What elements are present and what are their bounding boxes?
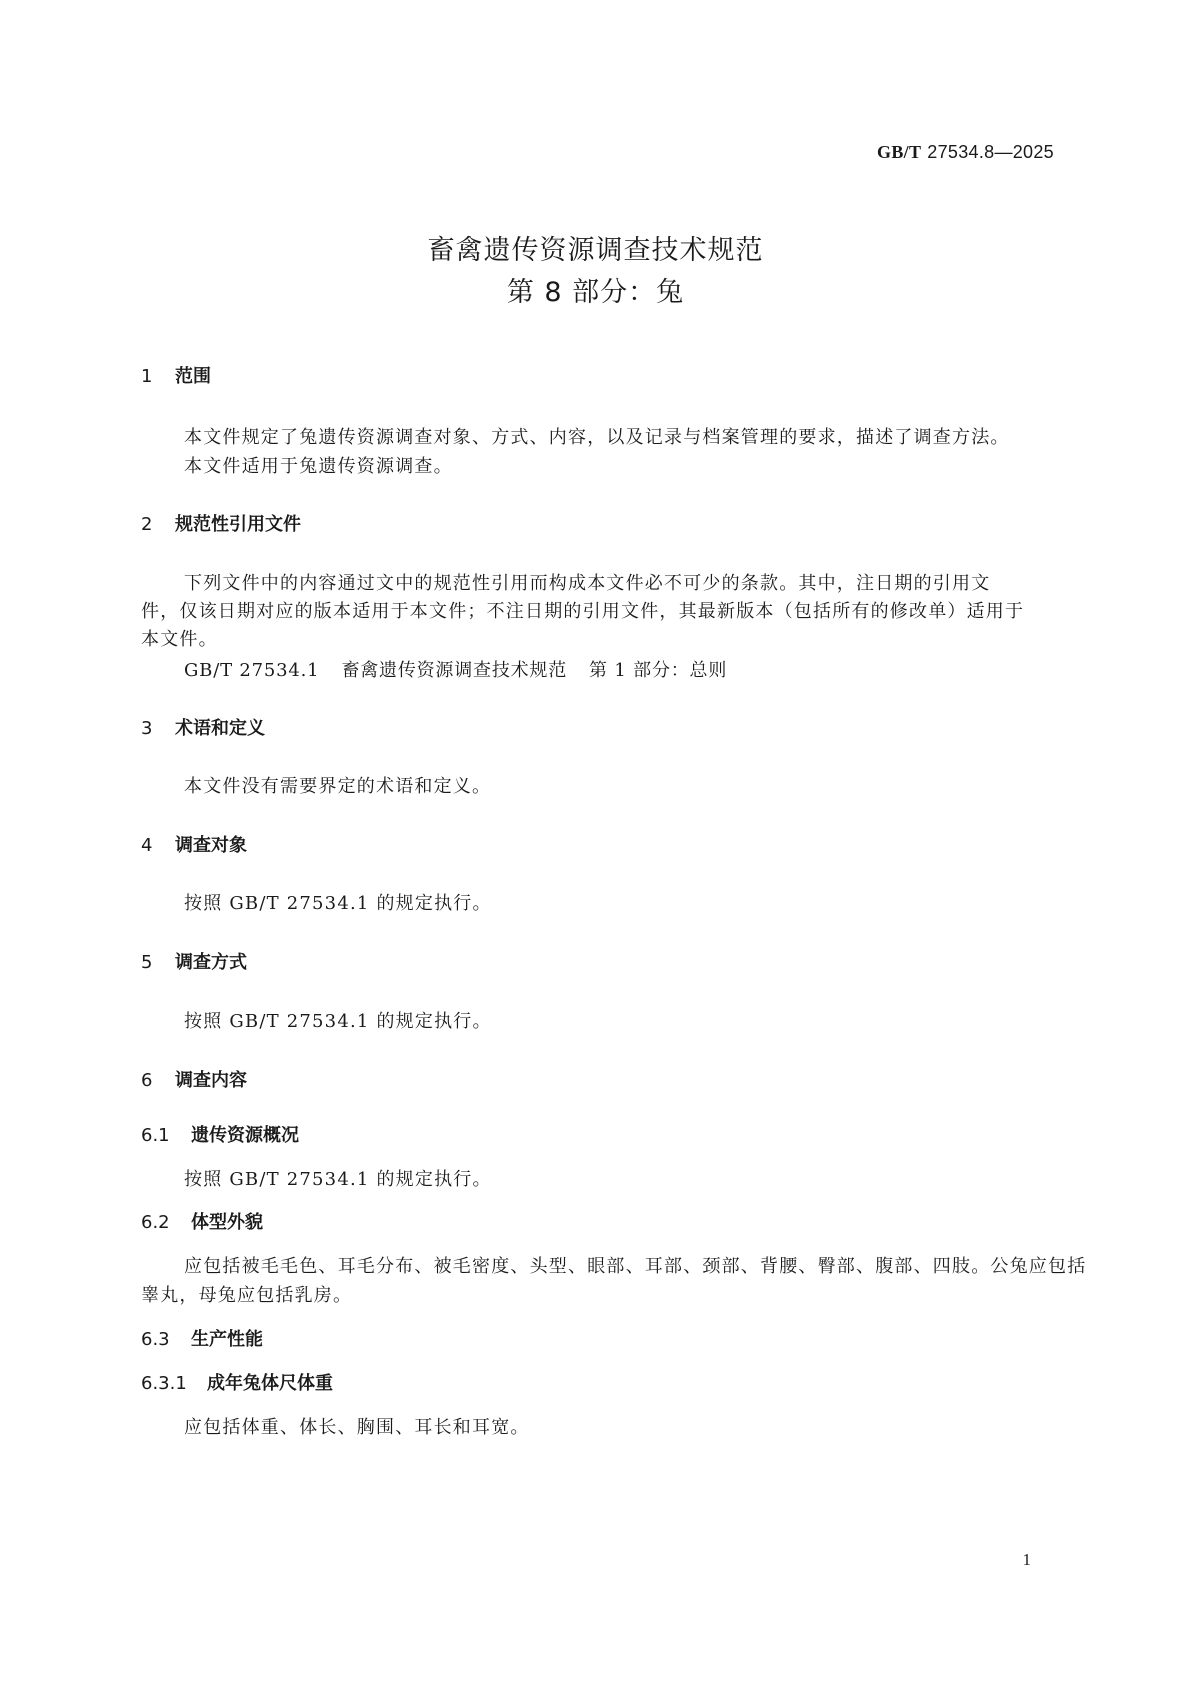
section-heading-3 xyxy=(141,714,265,740)
document-subtitle: 第 8 部分：兔 xyxy=(506,277,685,308)
section-number: 6.2 xyxy=(141,1212,170,1233)
paragraph-line: 件，仅该日期对应的版本适用于本文件；不注日期的引用文件，其最新版本（包括所有的修改单）适用于 xyxy=(141,601,1025,622)
normative-reference xyxy=(184,656,727,682)
page-number: 1 xyxy=(1022,1550,1031,1569)
section-heading-6 xyxy=(141,1066,247,1092)
section-number: 3 xyxy=(141,718,153,739)
paragraph-line: 本文件。 xyxy=(141,629,218,650)
section-title: 体型外貌 xyxy=(191,1212,263,1233)
section-title: 成年兔体尺体重 xyxy=(207,1373,333,1394)
section-title: 遗传资源概况 xyxy=(191,1125,299,1146)
subsection-heading-6-3-1 xyxy=(141,1369,333,1395)
paragraph: 应包括体重、体长、胸围、耳长和耳宽。 xyxy=(184,1417,530,1438)
reference-title: 畜禽遗传资源调查技术规范 xyxy=(341,660,568,681)
standard-prefix: GB/T xyxy=(877,142,922,162)
section-heading-2 xyxy=(141,510,301,536)
paragraph-line: 应包括被毛毛色、耳毛分布、被毛密度、头型、眼部、耳部、颈部、背腰、臀部、腹部、四肢。公兔应包括 xyxy=(184,1256,1087,1277)
subsection-heading-6-3 xyxy=(141,1325,263,1351)
section-heading-4 xyxy=(141,831,247,857)
paragraph: 按照 GB/T 27534.1 的规定执行。 xyxy=(184,1011,492,1032)
section-number: 2 xyxy=(141,514,153,535)
section-title: 调查对象 xyxy=(175,835,247,856)
paragraph-line: 睾丸，母兔应包括乳房。 xyxy=(141,1285,353,1306)
section-number: 4 xyxy=(141,835,153,856)
reference-part: 第 1 部分：总则 xyxy=(589,660,728,681)
standard-number: 27534.8—2025 xyxy=(927,142,1054,162)
paragraph: 按照 GB/T 27534.1 的规定执行。 xyxy=(184,893,492,914)
section-number: 6.3 xyxy=(141,1329,170,1350)
paragraph: 本文件没有需要界定的术语和定义。 xyxy=(184,776,492,797)
section-title: 规范性引用文件 xyxy=(175,514,301,535)
subsection-heading-6-1 xyxy=(141,1121,299,1147)
paragraph-line: 下列文件中的内容通过文中的规范性引用而构成本文件必不可少的条款。其中，注日期的引用文 xyxy=(184,573,991,594)
standard-code xyxy=(877,142,1054,163)
section-number: 1 xyxy=(141,366,153,387)
document-title: 畜禽遗传资源调查技术规范 xyxy=(427,235,764,266)
section-title: 术语和定义 xyxy=(175,718,265,739)
section-number: 6 xyxy=(141,1070,153,1091)
reference-code: GB/T 27534.1 xyxy=(184,660,320,681)
section-title: 生产性能 xyxy=(191,1329,263,1350)
paragraph: 按照 GB/T 27534.1 的规定执行。 xyxy=(184,1169,492,1190)
section-title: 调查方式 xyxy=(175,952,247,973)
paragraph: 本文件适用于兔遗传资源调查。 xyxy=(184,456,453,477)
section-heading-5 xyxy=(141,948,247,974)
subsection-heading-6-2 xyxy=(141,1208,263,1234)
section-heading-1 xyxy=(141,362,211,388)
section-title: 调查内容 xyxy=(175,1070,247,1091)
section-number: 6.3.1 xyxy=(141,1373,187,1394)
section-number: 5 xyxy=(141,952,153,973)
section-title: 范围 xyxy=(175,366,211,387)
section-number: 6.1 xyxy=(141,1125,170,1146)
paragraph: 本文件规定了兔遗传资源调查对象、方式、内容，以及记录与档案管理的要求，描述了调查方法。 xyxy=(184,427,1010,448)
